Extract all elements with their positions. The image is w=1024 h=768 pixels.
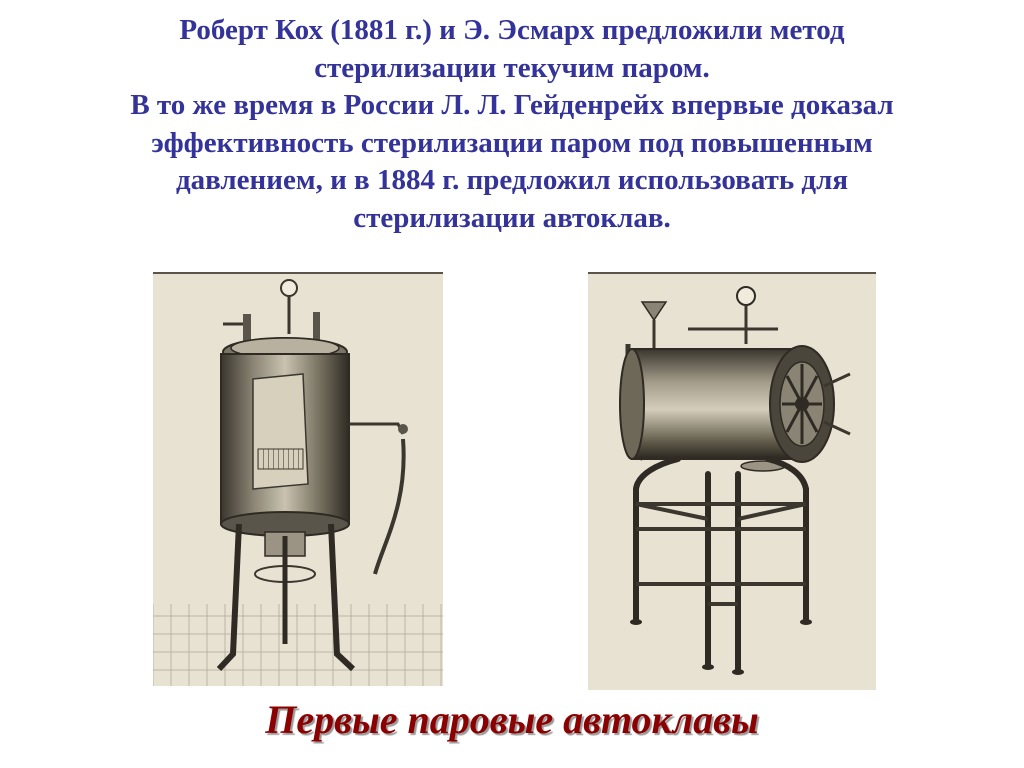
horizontal-autoclave-engraving bbox=[588, 272, 876, 690]
heading-line-5: давлением, и в 1884 г. предложил использовать для bbox=[175, 164, 849, 196]
vertical-autoclave-engraving bbox=[153, 272, 443, 686]
slide-caption: Первые паровые автоклавы bbox=[265, 697, 759, 742]
horizontal-autoclave-drawing bbox=[588, 274, 876, 690]
heading-line-1: Роберт Кох (1881 г.) и Э. Эсмарх предложили метод bbox=[179, 14, 845, 46]
heading-line-2: стерилизации текучим паром. bbox=[314, 51, 710, 84]
heading-line-6: стерилизации автоклав. bbox=[353, 201, 671, 234]
heading-line-4: эффективность стерилизации паром под повышенным bbox=[151, 126, 873, 159]
slide-heading bbox=[40, 12, 984, 237]
heading-line-3: В то же время в России Л. Л. Гейденрейх впервые доказал bbox=[130, 89, 894, 121]
vertical-autoclave-drawing bbox=[153, 274, 443, 686]
